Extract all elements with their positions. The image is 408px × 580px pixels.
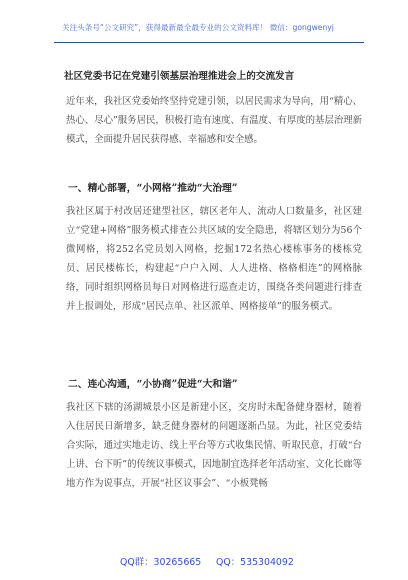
header-divider — [54, 42, 364, 43]
intro-paragraph: 近年来，我社区党委始终坚持党建引领，以居民需求为导向，用“精心、热心、尽心”服务居民，积极打造有速度、有温度、有厚度的基层治理新模式，全面提升居民获得感、幸福感和安全感。 — [66, 96, 362, 145]
section-heading-1: 一、精心部署，“小网格”推动“大治理” — [68, 183, 238, 194]
section-2-paragraph: 我社区下辖的汤湖城景小区是新建小区，交房时未配备健身器材，随着入住居民日渐增多，缺乏健身器材的问题逐渐凸显。为此，社区党委结合实际，通过实地走访、线上平台等方式收集民情、听取民意，打破“台上讲、台下听”的传统议事模式，因地制宜选择老年活动室、文化长廊等地方作为说事点，开展“社区议事会”、“小板凳畅 — [66, 402, 362, 489]
header-banner: 关注头条号“公文研究”，获得最新最全最专业的公文资料库！ 微信：gongwenyj — [62, 23, 334, 32]
section-heading-2: 二、连心沟通，“小协商”促进“大和谐” — [68, 379, 238, 390]
document-title: 社区党委书记在党建引领基层治理推进会上的交流发言 — [64, 71, 295, 82]
footer-qq-group: QQ群：30265665 — [120, 557, 202, 568]
footer-qq-number: QQ：535304092 — [216, 557, 294, 568]
section-1-paragraph: 我社区属于村改居还建型社区，辖区老年人、流动人口数量多，社区建立“党建+网格”服务模式排查公共区域的安全隐患，将辖区划分为56个微网格，将252名党员划入网格，挖掘172名热心楼栋事务的楼栋党员、居民楼栋长，构建起“户户入网、人人进格、格格相连”的网格脉络，同时组织网格员每日对网格进行巡查走访，围绕各类问题进行排查并上报调处，形成“居民点单、社区派单、网格接单”的服务模式。 — [66, 206, 362, 312]
